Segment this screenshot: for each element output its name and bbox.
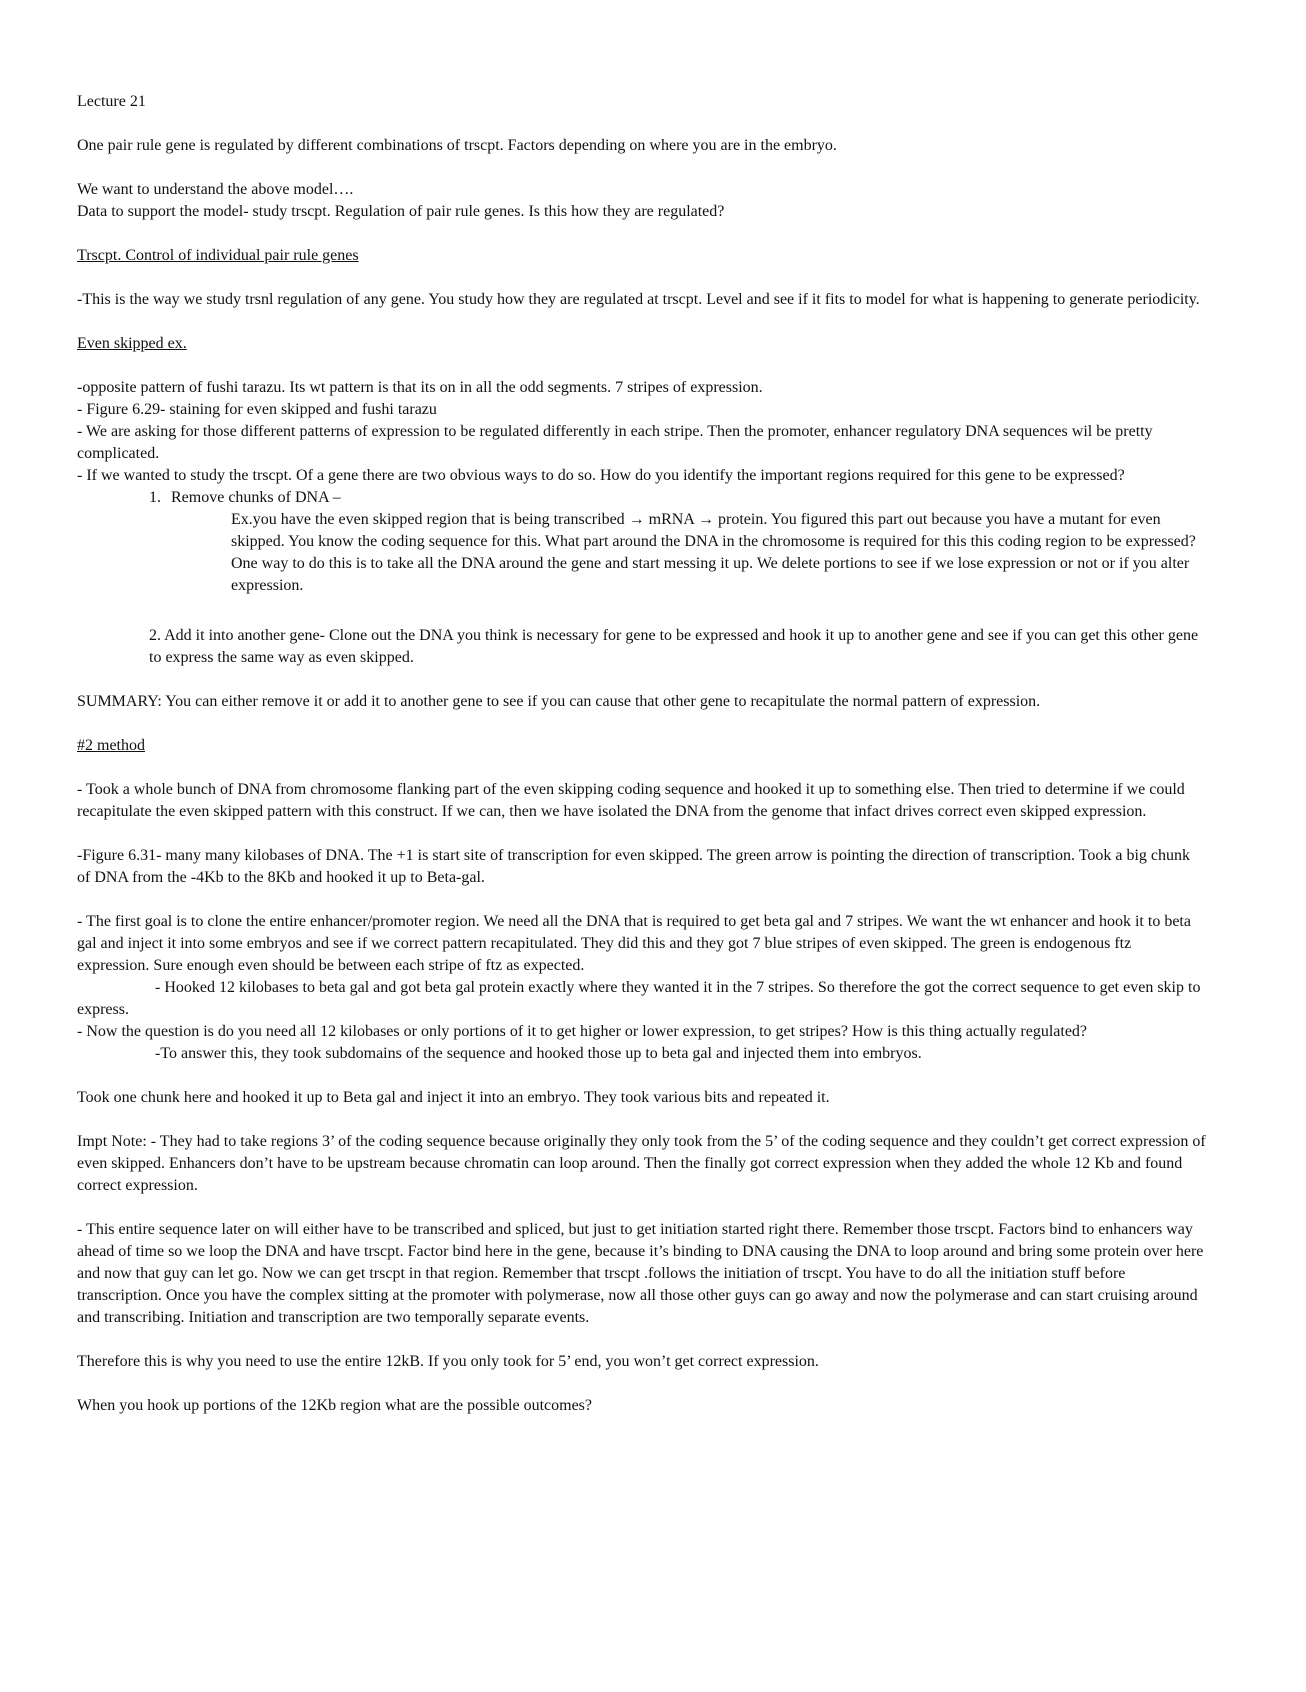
heading-trscpt-control: Trscpt. Control of individual pair rule genes	[77, 247, 359, 264]
method2-paragraph-3a: - The first goal is to clone the entire enhancer/promoter region. We need all the DNA that is required to get beta gal and 7 stripes. We want the wt enhancer and hook it to beta gal and inject it into some embryos and see if we correct pattern recapitulated. They did this and they got 7 blue stripes of even skipped. The green is endogenous ftz expression. Sure enough even should be between each stripe of ftz as expected.	[77, 913, 1191, 974]
method-1-item	[77, 487, 1206, 509]
entire-sequence-paragraph: - This entire sequence later on will either have to be transcribed and spliced, but just to get initiation started right there. Remember those trscpt. Factors bind to enhancers way ahead of time so we loop the DNA and have trscpt. Factor bind here in the gene, because it’s binding to DNA causing the DNA to loop around and bring some protein over here and now that guy can let go. Now we can get trscpt in that region. Remember that trscpt .follows the initiation of trscpt. You have to do all the initiation stuff before transcription. Once you have the complex sitting at the promoter with polymerase, now all those other guys can go away and now the polymerase and can start cruising around and transcribing. Initiation and transcription are two temporally separate events.	[77, 1221, 1204, 1326]
chunk-paragraph: Took one chunk here and hooked it up to Beta gal and inject it into an embryo. They took various bits and repeated it.	[77, 1089, 830, 1106]
intro-paragraph: One pair rule gene is regulated by different combinations of trscpt. Factors depending on where you are in the embryo.	[77, 137, 837, 154]
method2-paragraph-3b-text: - Hooked 12 kilobases to beta gal and got beta gal protein exactly where they wanted it in the 7 stripes. So therefore the got the correct sequence to get even skip to express.	[77, 979, 1201, 1018]
method2-paragraph-3c: - Now the question is do you need all 12 kilobases or only portions of it to get higher or lower expression, to get stripes? How is this thing actually regulated?	[77, 1023, 1088, 1040]
method-1-label: Remove chunks of DNA –	[171, 489, 341, 506]
heading-method-2: #2 method	[77, 737, 145, 754]
lecture-title: Lecture 21	[77, 93, 146, 110]
even-line-4: - If we wanted to study the trscpt. Of a gene there are two obvious ways to do so. How do you identify the important regions required for this gene to be expressed?	[77, 467, 1125, 484]
model-line-2: Data to support the model- study trscpt. Regulation of pair rule genes. Is this how they are regulated?	[77, 203, 725, 220]
method2-paragraph-3d	[77, 1043, 1206, 1065]
method2-paragraph-3b	[77, 977, 1206, 1021]
method-2-item: 2. Add it into another gene- Clone out the DNA you think is necessary for gene to be expressed and hook it up to another gene and see if you can get this other gene to express the same way as even skipped.	[149, 627, 1199, 666]
summary-paragraph: SUMMARY: You can either remove it or add it to another gene to see if you can cause that other gene to recapitulate the normal pattern of expression.	[77, 693, 1041, 710]
even-line-3: - We are asking for those different patterns of expression to be regulated differently in each stripe. Then the promoter, enhancer regulatory DNA sequences wil be pretty complicated.	[77, 423, 1153, 462]
even-line-2: - Figure 6.29- staining for even skipped and fushi tarazu	[77, 401, 437, 418]
heading-even-skipped: Even skipped ex.	[77, 335, 187, 352]
method2-paragraph-1: - Took a whole bunch of DNA from chromosome flanking part of the even skipping coding sequence and hooked it up to something else. Then tried to determine if we could recapitulate the even skipped pattern with this construct. If we can, then we have isolated the DNA from the genome that infact drives correct even skipped expression.	[77, 781, 1185, 820]
method-1-number: 1.	[149, 489, 161, 506]
therefore-paragraph: Therefore this is why you need to use the entire 12kB. If you only took for 5’ end, you won’t get correct expression.	[77, 1353, 819, 1370]
method-1-detail: Ex.you have the even skipped region that is being transcribed → mRNA → protein. You figured this part out because you have a mutant for even skipped. You know the coding sequence for this. What part around the DNA in the chromosome is required for this this coding region to be expressed? One way to do this is to take all the DNA around the gene and start messing it up. We delete portions to see if we lose expression or not or if you alter expression.	[231, 511, 1196, 594]
question-paragraph: When you hook up portions of the 12Kb region what are the possible outcomes?	[77, 1397, 592, 1414]
method2-paragraph-3d-text: -To answer this, they took subdomains of the sequence and hooked those up to beta gal and injected them into embryos.	[155, 1045, 922, 1062]
impt-note-paragraph: Impt Note: - They had to take regions 3’ of the coding sequence because originally they only took from the 5’ of the coding sequence and they couldn’t get correct expression of even skipped. Enhancers don’t have to be upstream because chromatin can loop around. Then the finally got correct expression when they added the whole 12 Kb and found correct expression.	[77, 1133, 1206, 1194]
even-line-1: -opposite pattern of fushi tarazu. Its wt pattern is that its on in all the odd segments. 7 stripes of expression.	[77, 379, 763, 396]
trscpt-paragraph: -This is the way we study trsnl regulation of any gene. You study how they are regulated at trscpt. Level and see if it fits to model for what is happening to generate periodicity.	[77, 291, 1200, 308]
model-line-1: We want to understand the above model….	[77, 181, 354, 198]
method2-paragraph-2: -Figure 6.31- many many kilobases of DNA. The +1 is start site of transcription for even skipped. The green arrow is pointing the direction of transcription. Took a big chunk of DNA from the -4Kb to the 8Kb and hooked it up to Beta-gal.	[77, 847, 1190, 886]
